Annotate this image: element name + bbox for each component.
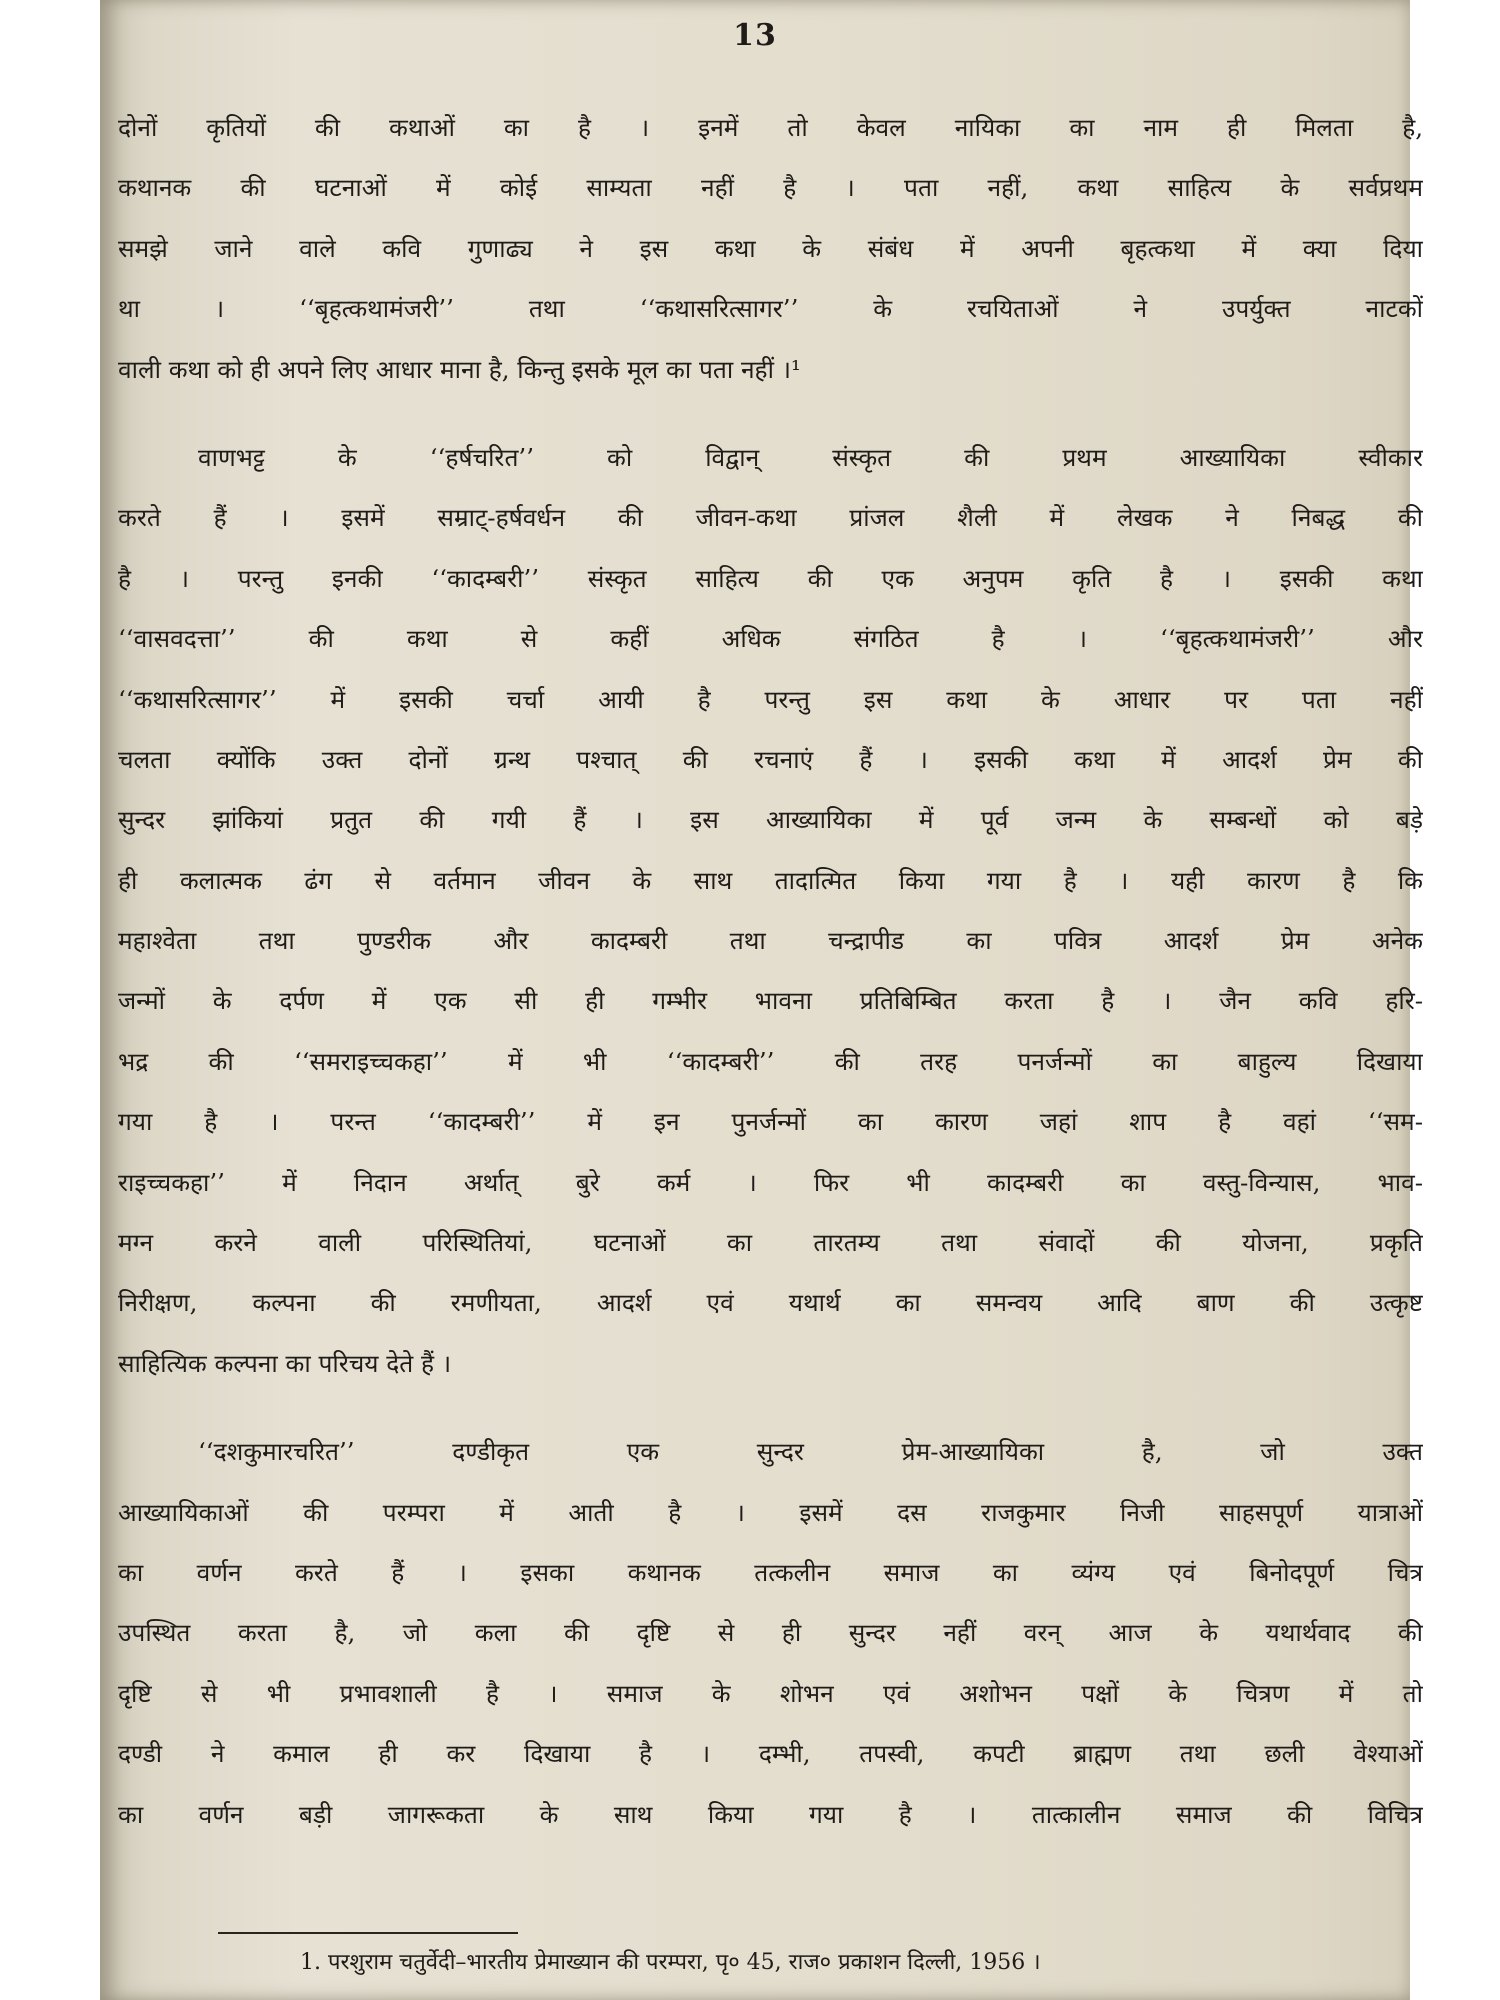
text-line: वाली कथा को ही अपने लिए आधार माना है, किन्तु इसके मूल का पता नहीं ।¹ — [118, 354, 801, 384]
book-page — [100, 0, 1423, 2000]
text-line: दोनों कृतियों की कथाओं का है । इनमें तो केवल नायिका का नाम ही मिलता है, — [118, 113, 1423, 142]
text-line: मग्न करने वाली परिस्थितियां, घटनाओं का तारतम्य तथा संवादों की योजना, प्रकृति — [118, 1228, 1423, 1258]
text-line: करते हैं । इसमें सम्राट्-हर्षवर्धन की जीवन-कथा प्रांजल शैली में लेखक ने निबद्ध की — [118, 503, 1423, 533]
text-line: राइच्चकहा’’ में निदान अर्थात् बुरे कर्म । फिर भी कादम्बरी का वस्तु-विन्यास, भाव- — [118, 1167, 1423, 1197]
text-line: था । ‘‘बृहत्कथामंजरी’’ तथा ‘‘कथासरित्सागर’’ के रचयिताओं ने उपर्युक्त नाटकों — [118, 294, 1423, 324]
page-number: 13 — [733, 18, 777, 53]
footnote-divider — [218, 1932, 518, 1934]
body-text — [118, 98, 1423, 1845]
text-line: आख्यायिकाओं की परम्परा में आती है । इसमें दस राजकुमार निजी साहसपूर्ण यात्राओं — [118, 1497, 1423, 1527]
text-line: महाश्वेता तथा पुण्डरीक और कादम्बरी तथा चन्द्रापीड का पवित्र आदर्श प्रेम अनेक — [118, 926, 1423, 956]
text-line: कथानक की घटनाओं में कोई साम्यता नहीं है । पता नहीं, कथा साहित्य के सर्वप्रथम — [118, 173, 1423, 203]
text-line: चलता क्योंकि उक्त दोनों ग्रन्थ पश्चात् की रचनाएं हैं । इसकी कथा में आदर्श प्रेम की — [118, 744, 1423, 774]
paragraph-start-line: ‘‘दशकुमारचरित’’ दण्डीकृत एक सुन्दर प्रेम-आख्यायिका है, जो उक्त — [198, 1437, 1423, 1467]
text-line: समझे जाने वाले कवि गुणाढ्य ने इस कथा के संबंध में अपनी बृहत्कथा में क्या दिया — [118, 233, 1423, 263]
text-line: जन्मों के दर्पण में एक सी ही गम्भीर भावना प्रतिबिम्बित करता है । जैन कवि हरि- — [118, 986, 1423, 1016]
text-line: गया है । परन्त ‘‘कादम्बरी’’ में इन पुनर्जन्मों का कारण जहां शाप है वहां ‘‘सम- — [118, 1107, 1423, 1137]
text-line: है । परन्तु इनकी ‘‘कादम्बरी’’ संस्कृत साहित्य की एक अनुपम कृति है । इसकी कथा — [118, 563, 1423, 593]
footnote: 1. परशुराम चतुर्वेदी–भारतीय प्रेमाख्यान की परम्परा, पृ० 45, राज० प्रकाशन दिल्ली, 1956 । — [300, 1950, 1041, 1975]
text-line: का वर्णन करते हैं । इसका कथानक तत्कलीन समाज का व्यंग्य एवं बिनोदपूर्ण चित्र — [118, 1557, 1423, 1587]
text-line: दृष्टि से भी प्रभावशाली है । समाज के शोभन एवं अशोभन पक्षों के चित्रण में तो — [118, 1678, 1423, 1708]
text-line: भद्र की ‘‘समराइच्चकहा’’ में भी ‘‘कादम्बरी’’ की तरह पनर्जन्मों का बाहुल्य दिखाया — [118, 1046, 1423, 1076]
text-line: साहित्यिक कल्पना का परिचय देते हैं । — [118, 1348, 452, 1378]
text-line: सुन्दर झांकियां प्रतुत की गयी हैं । इस आख्यायिका में पूर्व जन्म के सम्बन्धों को बड़े — [118, 805, 1423, 835]
text-line: ही कलात्मक ढंग से वर्तमान जीवन के साथ तादात्मित किया गया है । यही कारण है कि — [118, 865, 1423, 895]
text-line: उपस्थित करता है, जो कला की दृष्टि से ही सुन्दर नहीं वरन् आज के यथार्थवाद की — [118, 1618, 1423, 1648]
text-line: का वर्णन बड़ी जागरूकता के साथ किया गया है । तात्कालीन समाज की विचित्र — [118, 1799, 1423, 1829]
text-line: ‘‘वासवदत्ता’’ की कथा से कहीं अधिक संगठित है । ‘‘बृहत्कथामंजरी’’ और — [118, 624, 1423, 654]
text-line: दण्डी ने कमाल ही कर दिखाया है । दम्भी, तपस्वी, कपटी ब्राह्मण तथा छली वेश्याओं — [118, 1739, 1423, 1769]
text-line: निरीक्षण, कल्पना की रमणीयता, आदर्श एवं यथार्थ का समन्वय आदि बाण की उत्कृष्ट — [118, 1288, 1423, 1318]
text-line: ‘‘कथासरित्सागर’’ में इसकी चर्चा आयी है परन्तु इस कथा के आधार पर पता नहीं — [118, 684, 1423, 714]
paragraph-start-line: वाणभट्ट के ‘‘हर्षचरित’’ को विद्वान् संस्कृत की प्रथम आख्यायिका स्वीकार — [198, 442, 1423, 472]
